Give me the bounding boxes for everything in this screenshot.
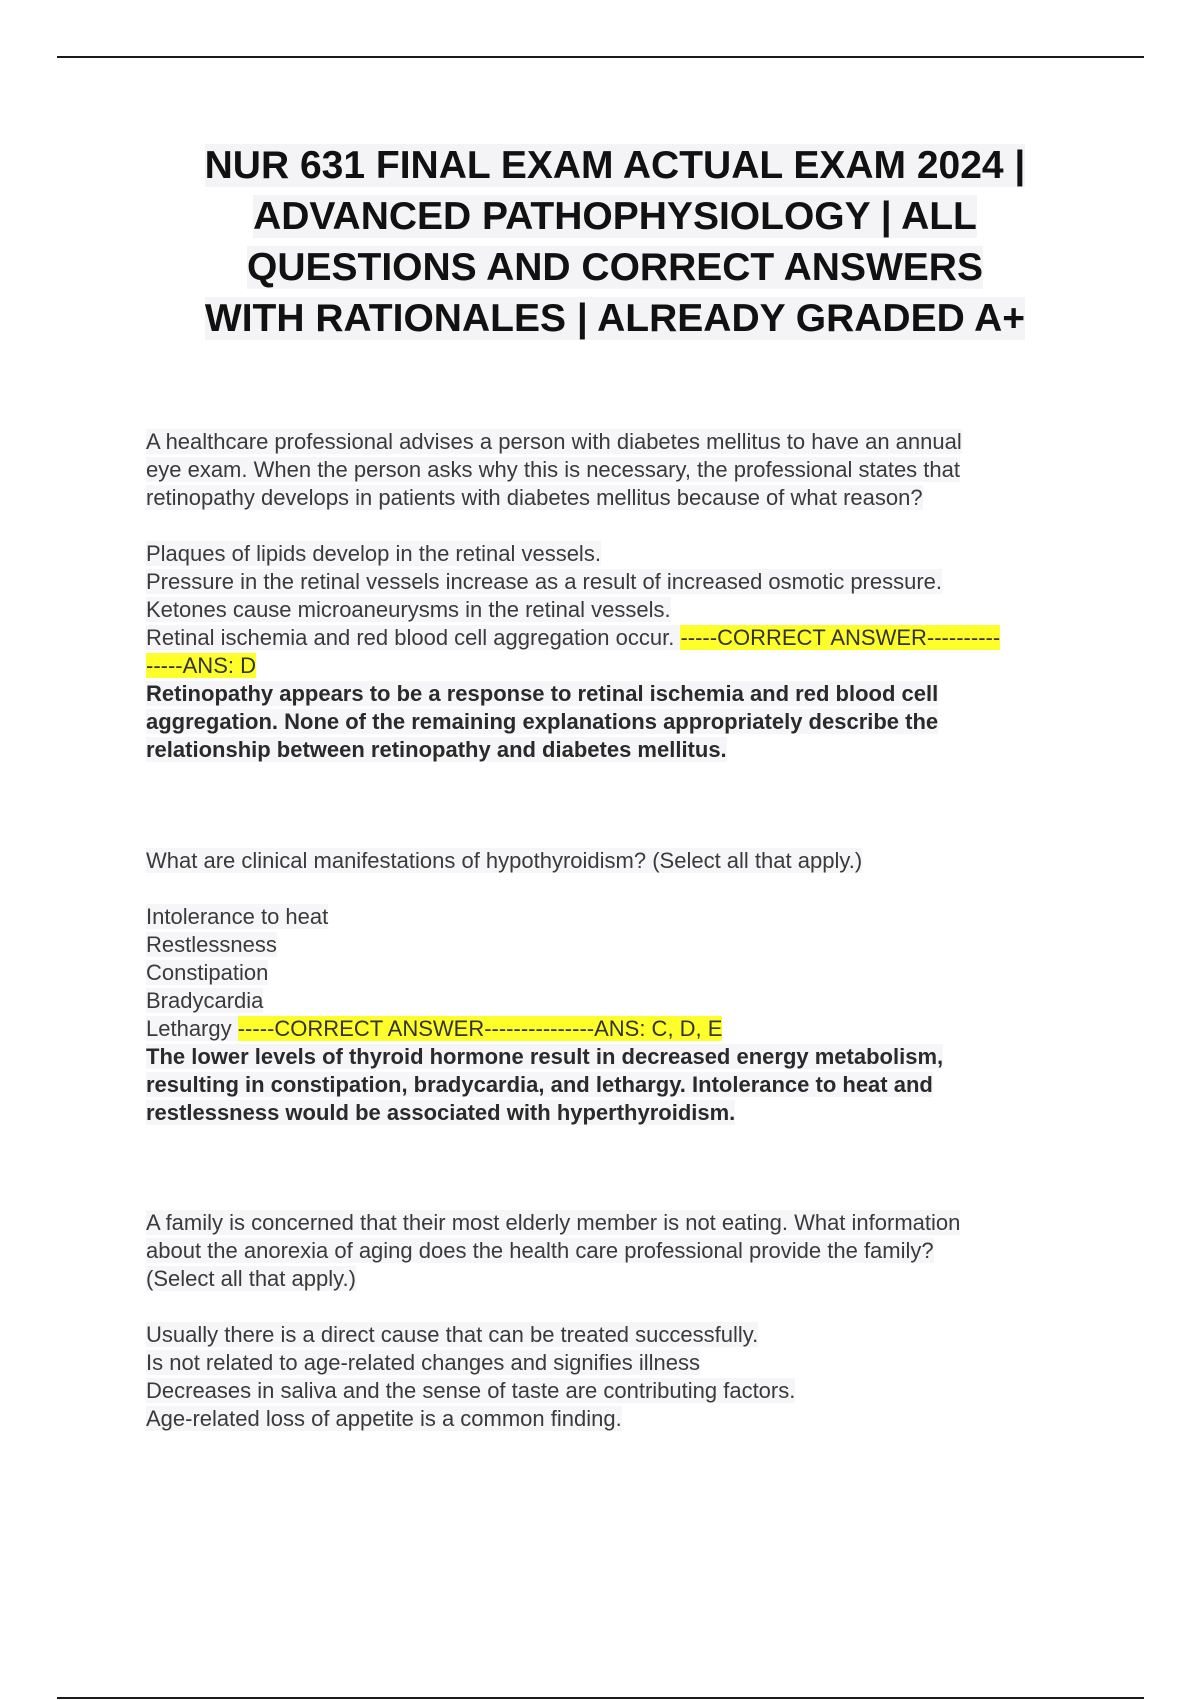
title-line: NUR 631 FINAL EXAM ACTUAL EXAM 2024 | xyxy=(204,144,1026,187)
title-line: QUESTIONS AND CORRECT ANSWERS xyxy=(247,246,983,289)
question-1 xyxy=(146,428,1086,764)
document-title xyxy=(145,140,1085,344)
title-line: WITH RATIONALES | ALREADY GRADED A+ xyxy=(204,297,1026,340)
question-3 xyxy=(146,1209,1086,1433)
option-d: Retinal ischemia and red blood cell aggregation occur. -----CORRECT ANSWER---------- xyxy=(146,625,1001,650)
stem-line: (Select all that apply.) xyxy=(146,1266,356,1291)
option-a: Intolerance to heat xyxy=(146,904,329,929)
option-a: Plaques of lipids develop in the retinal vessels. xyxy=(146,541,601,566)
top-rule xyxy=(57,56,1144,58)
option-c: Constipation xyxy=(146,960,269,985)
stem-line: A family is concerned that their most elderly member is not eating. What information xyxy=(146,1210,961,1235)
rationale xyxy=(146,1043,1086,1127)
rationale-line: Retinopathy appears to be a response to retinal ischemia and red blood cell xyxy=(146,681,939,706)
answer-options xyxy=(146,903,1086,1043)
question-stem xyxy=(146,428,1086,512)
rationale-line: restlessness would be associated with hyperthyroidism. xyxy=(146,1100,736,1125)
question-stem xyxy=(146,847,1086,875)
answer-options xyxy=(146,540,1086,680)
stem-line: A healthcare professional advises a person with diabetes mellitus to have an annual xyxy=(146,429,962,454)
title-line: ADVANCED PATHOPHYSIOLOGY | ALL xyxy=(253,195,977,238)
option-d: Bradycardia xyxy=(146,988,264,1013)
stem-line: eye exam. When the person asks why this is necessary, the professional states that xyxy=(146,457,960,482)
option-b: Pressure in the retinal vessels increase as a result of increased osmotic pressure. xyxy=(146,569,943,594)
option-d: Age-related loss of appetite is a common finding. xyxy=(146,1406,622,1431)
stem-line: What are clinical manifestations of hypothyroidism? (Select all that apply.) xyxy=(146,848,863,873)
bottom-rule xyxy=(57,1697,1144,1699)
stem-line: retinopathy develops in patients with diabetes mellitus because of what reason? xyxy=(146,485,923,510)
correct-answer-marker: -----CORRECT ANSWER---------- xyxy=(680,625,1001,650)
correct-answer-marker: -----CORRECT ANSWER---------------ANS: C, D, E xyxy=(237,1016,723,1041)
rationale-line: relationship between retinopathy and diabetes mellitus. xyxy=(146,737,727,762)
question-2 xyxy=(146,847,1086,1127)
rationale-line: aggregation. None of the remaining explanations appropriately describe the xyxy=(146,709,939,734)
question-stem xyxy=(146,1209,1086,1293)
option-e: Lethargy -----CORRECT ANSWER---------------ANS: C, D, E xyxy=(146,1016,723,1041)
rationale xyxy=(146,680,1086,764)
answer-options xyxy=(146,1321,1086,1433)
option-b: Is not related to age-related changes and signifies illness xyxy=(146,1350,701,1375)
option-a: Usually there is a direct cause that can be treated successfully. xyxy=(146,1322,759,1347)
correct-answer-marker: -----ANS: D xyxy=(146,653,256,678)
rationale-line: resulting in constipation, bradycardia, and lethargy. Intolerance to heat and xyxy=(146,1072,933,1097)
stem-line: about the anorexia of aging does the health care professional provide the family? xyxy=(146,1238,934,1263)
rationale-line: The lower levels of thyroid hormone result in decreased energy metabolism, xyxy=(146,1044,944,1069)
option-c: Decreases in saliva and the sense of taste are contributing factors. xyxy=(146,1378,796,1403)
option-b: Restlessness xyxy=(146,932,277,957)
option-c: Ketones cause microaneurysms in the retinal vessels. xyxy=(146,597,671,622)
